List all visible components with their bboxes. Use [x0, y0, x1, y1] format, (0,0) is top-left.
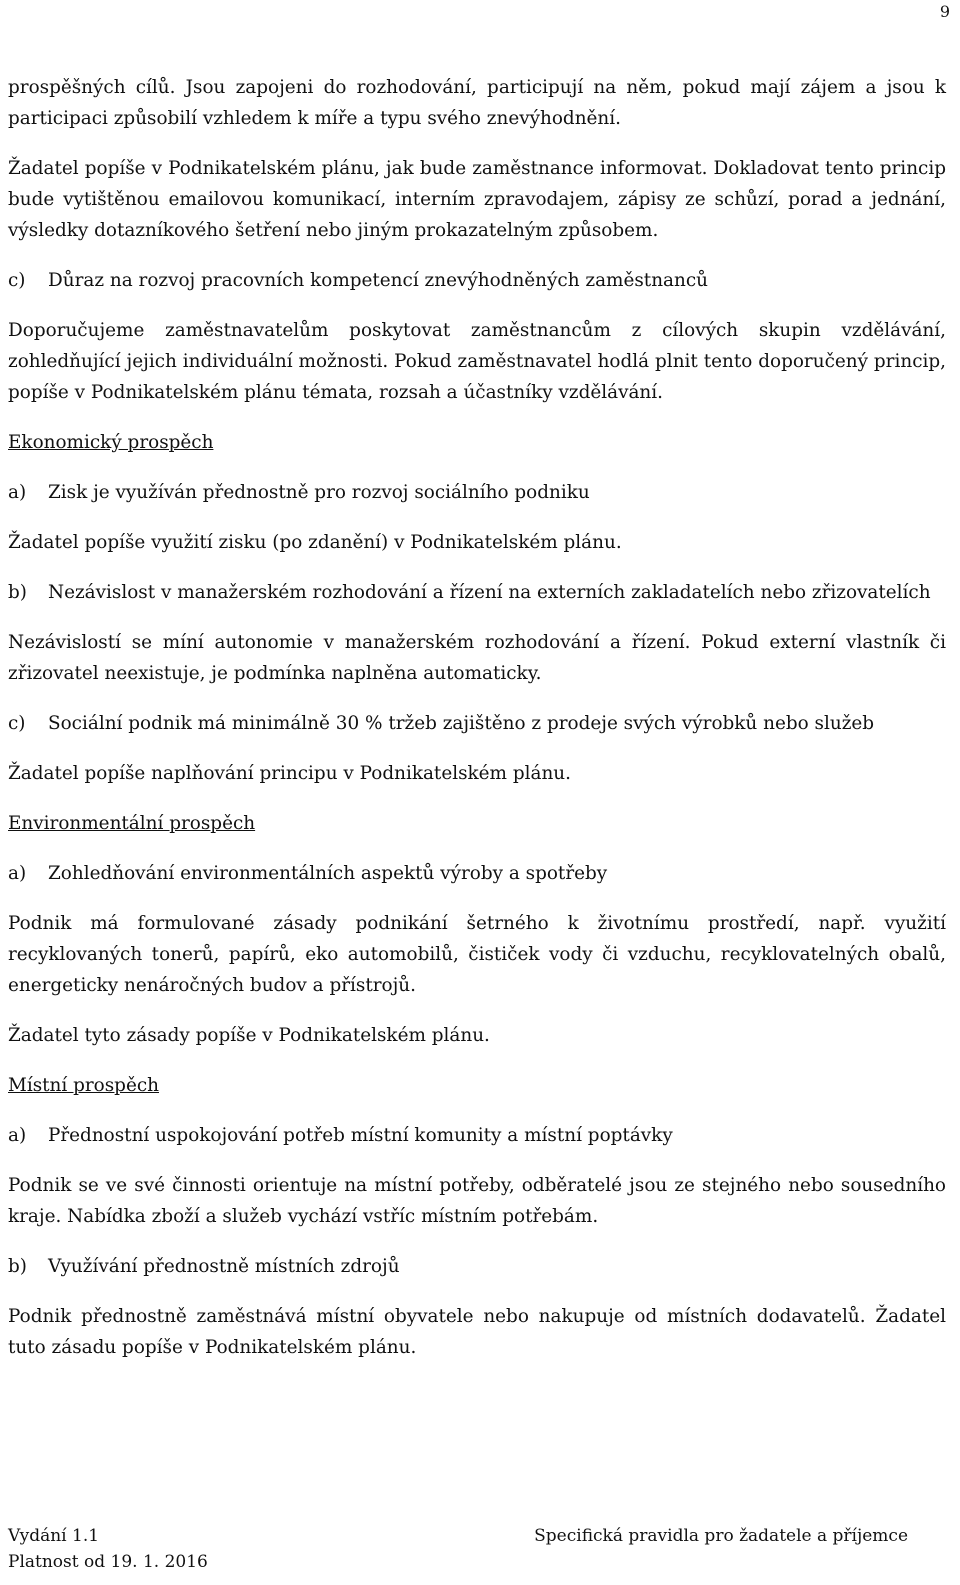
list-item-label: a): [8, 863, 27, 884]
footer-document-title: Specifická pravidla pro žadatele a příjemce: [534, 1526, 908, 1546]
list-item-text: Nezávislost v manažerském rozhodování a řízení na externích zakladatelích nebo zřizovatelích: [48, 582, 931, 603]
list-item-text: Sociální podnik má minimálně 30 % tržeb zajištěno z prodeje svých výrobků nebo služeb: [48, 713, 875, 734]
list-item: [8, 577, 946, 608]
document-body: [8, 72, 946, 1382]
paragraph: Žadatel popíše v Podnikatelském plánu, jak bude zaměstnance informovat. Dokladovat tento princip bude vytištěnou emailovou komunikací, interním zpravodajem, zápisy ze schůzí, porad a jednání, výsledky dotazníkového šetření nebo jiným prokazatelným způsobem.: [8, 158, 946, 241]
paragraph: Žadatel tyto zásady popíše v Podnikatelském plánu.: [8, 1025, 490, 1046]
list-item-label: a): [8, 1125, 27, 1146]
paragraph: Doporučujeme zaměstnavatelům poskytovat zaměstnancům z cílových skupin vzdělávání, zohledňující jejich individuální možnosti. Pokud zaměstnavatel hodlá plnit tento doporučený princip, popíše v Podnikatelském plánu témata, rozsah a účastníky vzdělávání.: [8, 320, 946, 403]
list-item: [8, 265, 946, 296]
section-heading-environmentalni: Environmentální prospěch: [8, 813, 256, 834]
footer-valid-from: Platnost od 19. 1. 2016: [8, 1552, 208, 1572]
list-item: [8, 858, 946, 889]
paragraph: Žadatel popíše naplňování principu v Podnikatelském plánu.: [8, 763, 571, 784]
list-item-label: b): [8, 1256, 27, 1277]
paragraph: prospěšných cílů. Jsou zapojeni do rozhodování, participují na něm, pokud mají zájem a jsou k participaci způsobilí vzhledem k míře a typu svého znevýhodnění.: [8, 77, 946, 129]
paragraph: Podnik se ve své činnosti orientuje na místní potřeby, odběratelé jsou ze stejného nebo sousedního kraje. Nabídka zboží a služeb vychází vstříc místním potřebám.: [8, 1175, 946, 1227]
list-item: [8, 1251, 946, 1282]
list-item-text: Využívání přednostně místních zdrojů: [48, 1256, 400, 1277]
paragraph: Žadatel popíše využití zisku (po zdanění) v Podnikatelském plánu.: [8, 532, 622, 553]
paragraph: Nezávislostí se míní autonomie v manažerském rozhodování a řízení. Pokud externí vlastník či zřizovatel neexistuje, je podmínka naplněna automaticky.: [8, 632, 946, 684]
section-heading-ekonomicky: Ekonomický prospěch: [8, 432, 214, 453]
section-heading-mistni: Místní prospěch: [8, 1075, 159, 1096]
list-item-text: Zohledňování environmentálních aspektů výroby a spotřeby: [48, 863, 608, 884]
paragraph: Podnik přednostně zaměstnává místní obyvatele nebo nakupuje od místních dodavatelů. Žadatel tuto zásadu popíše v Podnikatelském plánu.: [8, 1306, 946, 1358]
list-item: [8, 1120, 946, 1151]
list-item-label: a): [8, 482, 27, 503]
footer-version: Vydání 1.1: [8, 1526, 100, 1546]
list-item: [8, 708, 946, 739]
list-item-text: Důraz na rozvoj pracovních kompetencí znevýhodněných zaměstnanců: [48, 270, 708, 291]
page-footer: [8, 1523, 908, 1575]
paragraph: Podnik má formulované zásady podnikání šetrného k životnímu prostředí, např. využití recyklovaných tonerů, papírů, eko automobilů, čističek vody či vzduchu, recyklovatelných obalů, energeticky nenáročných budov a přístrojů.: [8, 913, 946, 996]
page-number: 9: [939, 2, 950, 21]
list-item-text: Přednostní uspokojování potřeb místní komunity a místní poptávky: [48, 1125, 673, 1146]
list-item-text: Zisk je využíván přednostně pro rozvoj sociálního podniku: [48, 482, 590, 503]
list-item-label: c): [8, 713, 26, 734]
list-item-label: c): [8, 270, 26, 291]
list-item-label: b): [8, 582, 27, 603]
list-item: [8, 477, 946, 508]
